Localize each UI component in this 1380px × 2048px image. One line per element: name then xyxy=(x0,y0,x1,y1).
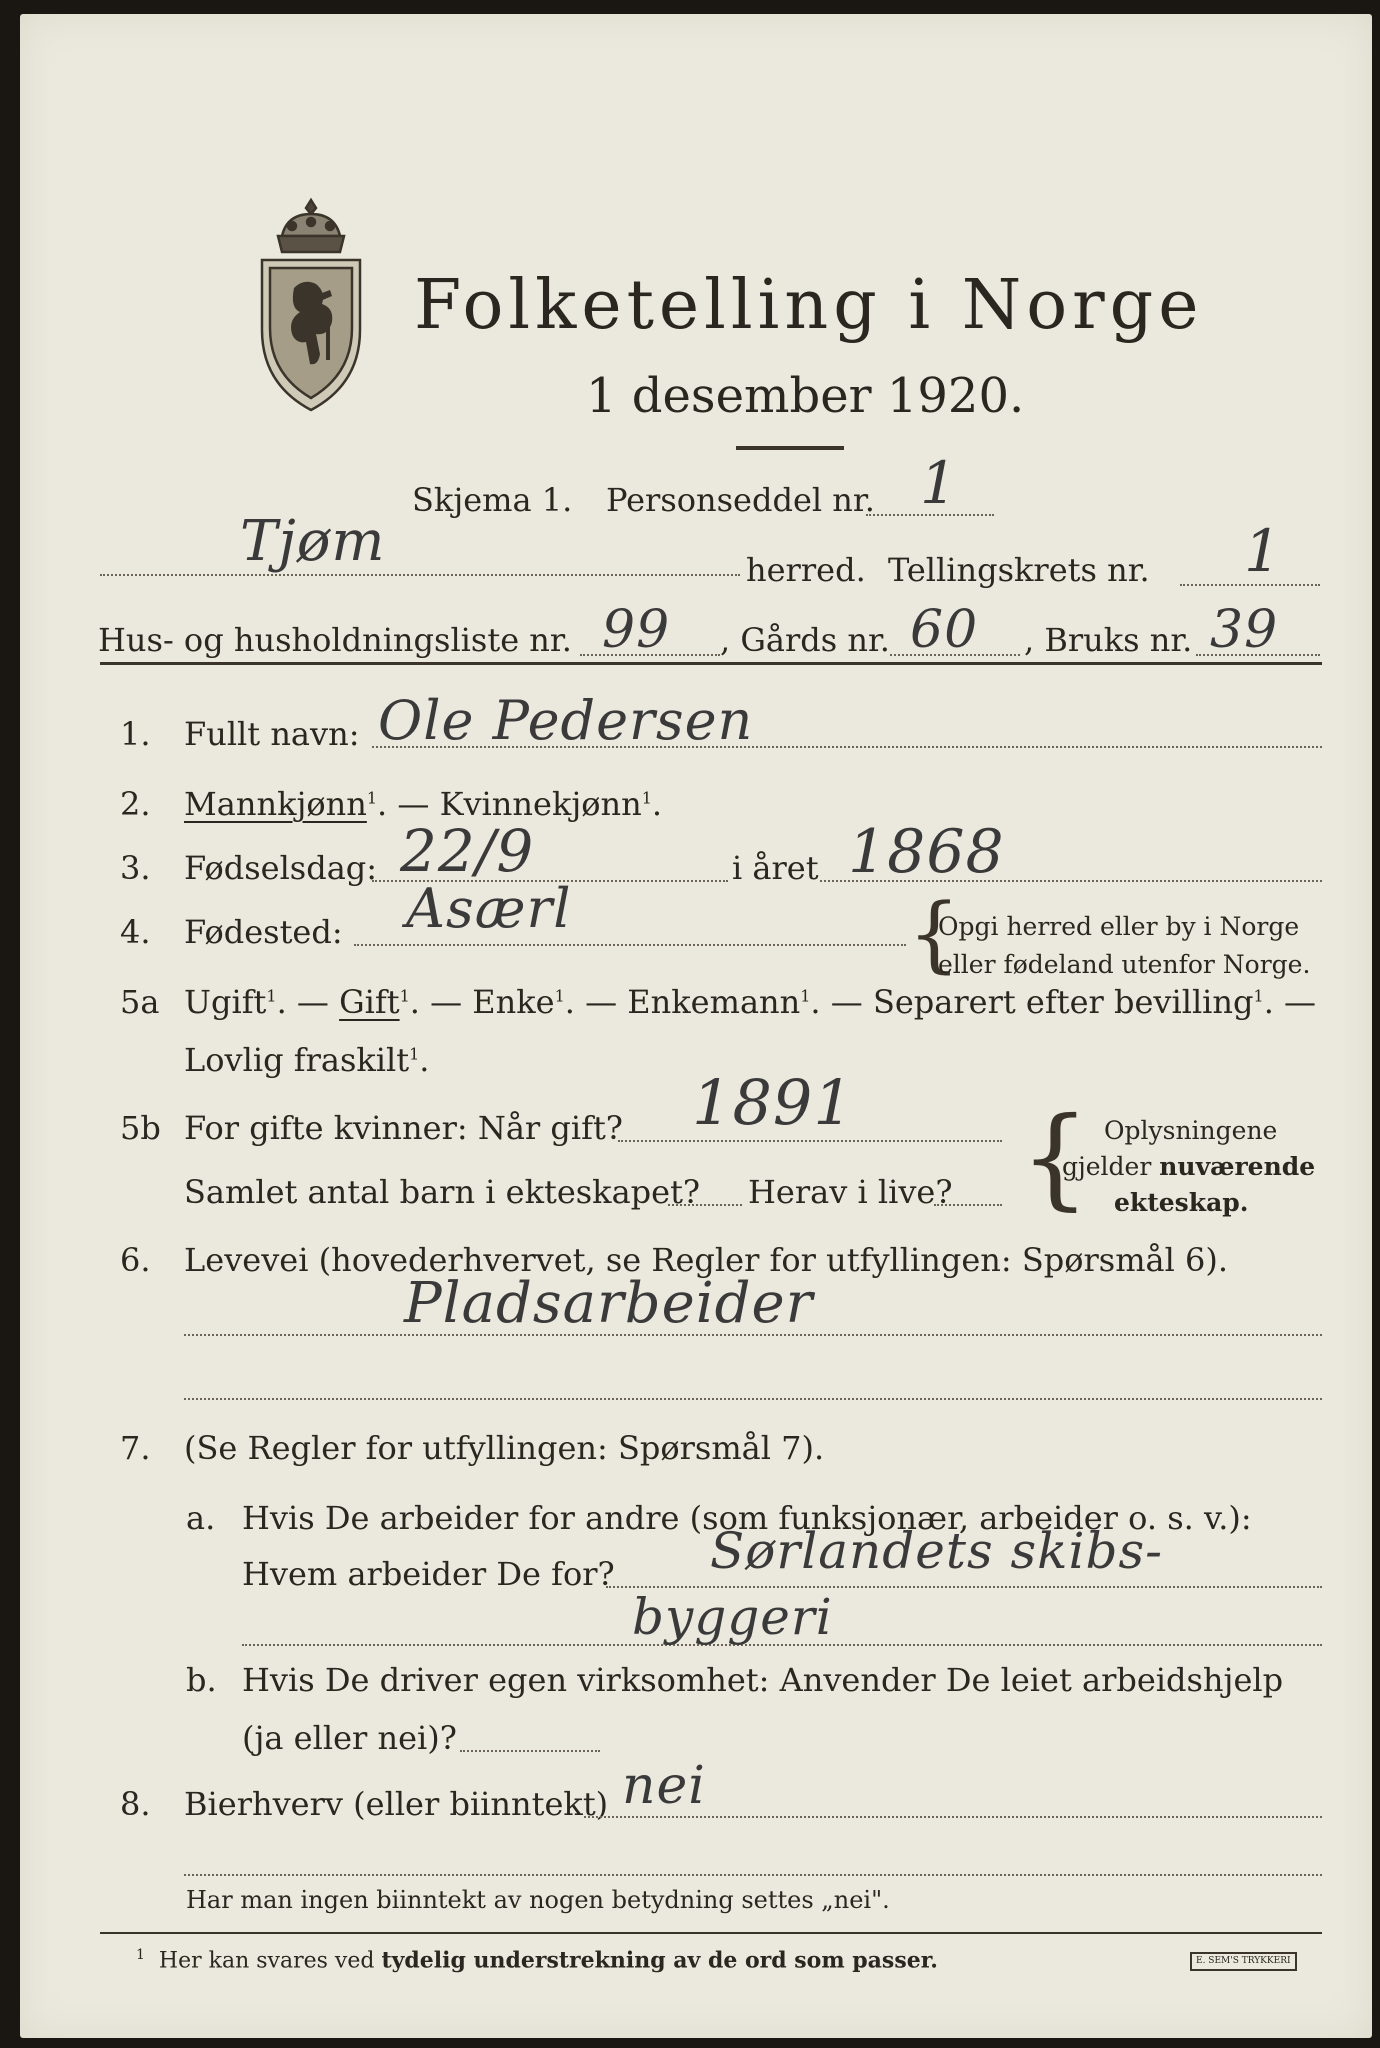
personseddel-value: 1 xyxy=(920,449,958,517)
q2-sup-2: 1 xyxy=(641,788,652,808)
q5b-line xyxy=(618,1140,1002,1142)
q3-year-value: 1868 xyxy=(848,817,1005,887)
q4-line xyxy=(354,944,906,946)
q3-label: Fødselsdag: xyxy=(184,849,378,887)
q5a-dash-4: . — xyxy=(810,983,873,1021)
q8-label: Bierhverv (eller biinntekt) xyxy=(184,1785,609,1823)
q5a-gift: Gift xyxy=(339,983,400,1021)
q7a-value-1: Sørlandets skibs- xyxy=(710,1522,1164,1580)
footer-note: Har man ingen biinntekt av nogen betydning settes „nei". xyxy=(186,1886,890,1914)
q6-value: Pladsarbeider xyxy=(404,1271,814,1336)
q5b-barn-label: Samlet antal barn i ekteskapet? xyxy=(184,1173,701,1211)
q5b-note-1: Oplysningene xyxy=(1104,1116,1278,1145)
q5a-dash-5: . — xyxy=(1263,983,1317,1021)
q7b-question: (ja eller nei)? xyxy=(242,1719,457,1757)
printer-stamp: E. SEM'S TRYKKERI xyxy=(1190,1952,1297,1971)
q8-number: 8. xyxy=(120,1785,151,1823)
q5b-barn-line xyxy=(668,1204,742,1206)
q2-end: . xyxy=(651,785,663,823)
q8-line-1 xyxy=(584,1816,1322,1818)
q5b-number: 5b xyxy=(120,1109,161,1147)
q4-label: Fødested: xyxy=(184,913,343,951)
q5b-label: For gifte kvinner: Når gift? xyxy=(184,1109,623,1147)
q5a-number: 5a xyxy=(120,983,160,1021)
q5a-dash-2: . — xyxy=(409,983,473,1021)
q5a-sup-2: 1 xyxy=(399,986,410,1006)
q5a-ugift: Ugift xyxy=(184,983,267,1021)
skjema-label: Skjema 1. xyxy=(412,481,573,519)
footnote xyxy=(136,1948,938,1972)
q5a-separert: Separert efter bevilling xyxy=(872,983,1254,1021)
q5a-fraskilt: Lovlig fraskilt xyxy=(184,1041,410,1079)
q5a-sup-1: 1 xyxy=(266,986,277,1006)
q7a-value-2: byggeri xyxy=(632,1588,833,1646)
coat-of-arms-icon xyxy=(252,196,370,416)
q5b-note-2a: gjelder xyxy=(1062,1152,1160,1181)
q2-kvinnekjonn: Kvinnekjønn xyxy=(439,785,642,823)
q5a-fraskilt-end: . xyxy=(419,1041,430,1079)
q2-mannkjonn: Mannkjønn xyxy=(184,785,367,823)
q5b-note-3: ekteskap. xyxy=(1114,1188,1249,1217)
q6-line-2 xyxy=(184,1398,1322,1400)
q1-value: Ole Pedersen xyxy=(378,689,754,752)
q4-brace: { xyxy=(908,887,961,982)
q7b-line xyxy=(460,1750,600,1752)
hus-value: 99 xyxy=(602,600,671,660)
q5b-brace: { xyxy=(1020,1093,1090,1221)
herred-label: herred. xyxy=(746,551,866,589)
q7b-letter: b. xyxy=(186,1661,217,1699)
header-rule xyxy=(100,662,1322,665)
bruks-value: 39 xyxy=(1210,600,1279,660)
q3-value: 22/9 xyxy=(400,817,535,885)
q2-sup-1: 1 xyxy=(366,788,378,808)
q7b-text: Hvis De driver egen virksomhet: Anvender De leiet arbeidshjelp xyxy=(242,1661,1284,1699)
q7-label: (Se Regler for utfyllingen: Spørsmål 7). xyxy=(184,1429,825,1467)
footnote-text-a: Her kan svares ved xyxy=(158,1948,382,1974)
q5a-sup-3: 1 xyxy=(554,986,565,1006)
q5a-options xyxy=(184,983,1317,1021)
q3-year-label: i året xyxy=(732,849,819,887)
q2-sep: . — xyxy=(377,785,440,823)
q6-number: 6. xyxy=(120,1241,151,1279)
title-divider xyxy=(736,446,844,450)
q5a-dash-3: . — xyxy=(564,983,628,1021)
personseddel-label: Personseddel nr. xyxy=(606,481,875,519)
tellingskrets-value: 1 xyxy=(1244,517,1282,585)
q7a-question: Hvem arbeider De for? xyxy=(242,1555,615,1593)
q5a-sup-6: 1 xyxy=(409,1044,420,1064)
q4-number: 4. xyxy=(120,913,151,951)
hus-label: Hus- og husholdningsliste nr. xyxy=(98,621,572,659)
census-date: 1 desember 1920. xyxy=(586,368,1025,424)
footnote-mark: 1 xyxy=(136,1947,145,1963)
q1-number: 1. xyxy=(120,715,151,753)
q1-label: Fullt navn: xyxy=(184,715,360,753)
q5a-fraskilt-line xyxy=(184,1041,430,1079)
q7-number: 7. xyxy=(120,1429,151,1467)
q5a-sup-4: 1 xyxy=(800,986,811,1006)
herred-value: Tjøm xyxy=(240,509,386,574)
q4-value: Asærl xyxy=(406,877,572,940)
footer-rule xyxy=(100,1932,1322,1934)
q4-note-1: Opgi herred eller by i Norge xyxy=(938,912,1300,941)
q5a-dash-1: . — xyxy=(276,983,340,1021)
q5a-enkemann: Enkemann xyxy=(627,983,801,1021)
tellingskrets-label: Tellingskrets nr. xyxy=(888,551,1150,589)
q5a-sup-5: 1 xyxy=(1253,986,1264,1006)
q7a-letter: a. xyxy=(186,1499,216,1537)
q5a-enke: Enke xyxy=(472,983,555,1021)
q6-label: Levevei (hovederhvervet, se Regler for utfyllingen: Spørsmål 6). xyxy=(184,1241,1229,1279)
q2-number: 2. xyxy=(120,785,151,823)
q7a-text: Hvis De arbeider for andre (som funksjonær, arbeider o. s. v.): xyxy=(242,1499,1252,1537)
q5b-note-2b: nuværende xyxy=(1159,1152,1316,1181)
gards-label: , Gårds nr. xyxy=(720,621,890,659)
q5b-value: 1891 xyxy=(692,1066,854,1139)
q3-number: 3. xyxy=(120,849,151,887)
form-title: Folketelling i Norge xyxy=(414,266,1204,345)
q5b-live-label: Herav i live? xyxy=(748,1173,953,1211)
q2-options xyxy=(184,785,663,823)
census-form-page xyxy=(20,14,1372,2038)
q4-note-2: eller fødeland utenfor Norge. xyxy=(938,950,1311,979)
q8-line-2 xyxy=(184,1874,1322,1876)
q5b-note-2 xyxy=(1062,1154,1315,1179)
herred-line xyxy=(100,574,740,576)
bruks-label: , Bruks nr. xyxy=(1024,621,1193,659)
q5b-live-line xyxy=(934,1204,1002,1206)
q8-value: nei xyxy=(622,1756,706,1816)
footnote-text-b: tydelig understrekning av de ord som passer. xyxy=(381,1947,938,1974)
gards-value: 60 xyxy=(910,600,979,660)
